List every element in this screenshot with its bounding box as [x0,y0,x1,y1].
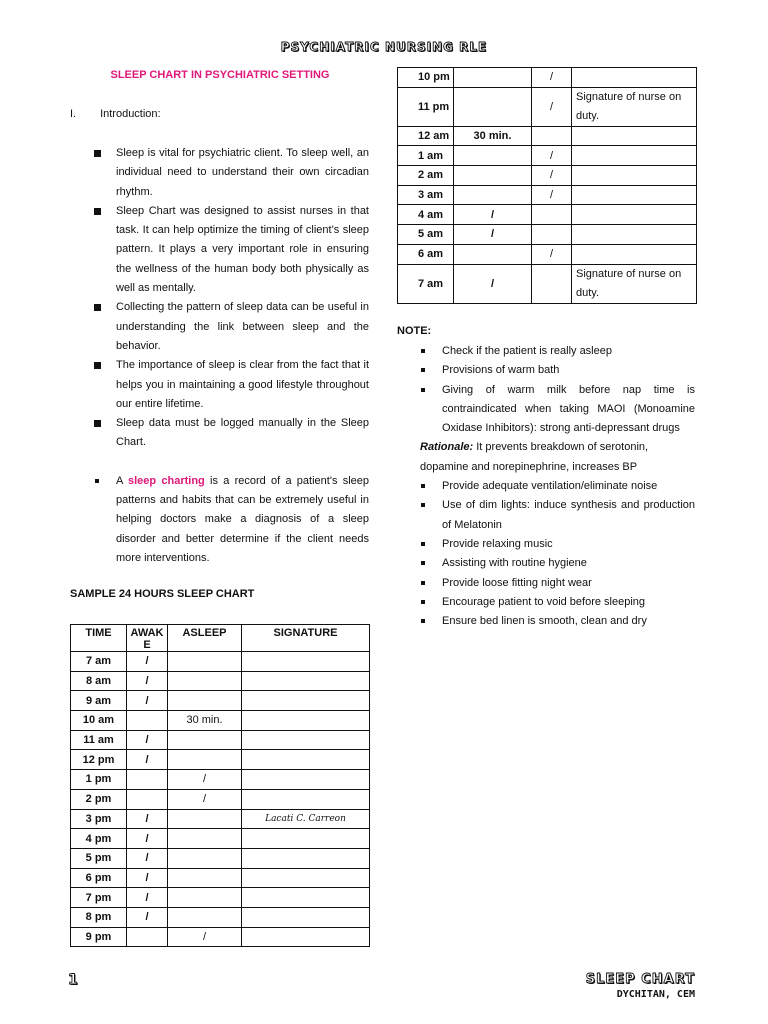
table-row [71,789,370,809]
square-bullet-icon [421,484,425,488]
table-row [71,711,370,731]
highlight-term: sleep charting [127,474,205,487]
awake-cell [454,87,532,126]
asleep-cell [532,264,572,303]
asleep-cell: 30 min. [168,711,242,731]
awake-cell [127,770,168,790]
awake-cell [454,146,532,166]
list-item: Collecting the pattern of sleep data can be useful in understanding the link between sleep and the behavior. [94,298,369,356]
list-item: Use of dim lights: induce synthesis and production of Melatonin [420,496,695,535]
awake-cell: / [127,750,168,770]
intro-label: Introduction: [100,108,161,120]
intro-bullet-list [94,144,369,568]
list-item: Provisions of warm bath [420,361,695,380]
sample-chart-heading: SAMPLE 24 HOURS SLEEP CHART [70,588,255,600]
asleep-cell [532,225,572,245]
awake-cell: / [454,205,532,225]
awake-cell: / [127,907,168,927]
table-row [398,244,697,264]
signature-cell [572,244,697,264]
awake-cell: / [127,691,168,711]
footer-title: SLEEP CHART [585,972,695,987]
asleep-cell: / [532,87,572,126]
time-cell: 1 pm [71,770,127,790]
page-number: 1 [68,972,78,988]
awake-cell: / [127,809,168,829]
table-header-row [71,625,370,652]
time-cell: 9 pm [71,927,127,947]
asleep-cell [532,126,572,146]
square-bullet-icon [421,388,425,392]
awake-cell: / [127,829,168,849]
time-cell: 5 pm [71,848,127,868]
awake-cell: / [454,264,532,303]
time-cell: 11 am [71,730,127,750]
time-cell: 2 pm [71,789,127,809]
signature-cell [242,789,370,809]
col-time: TIME [71,625,127,652]
signature-cell: Signature of nurse on duty. [572,87,697,126]
list-item: Sleep data must be logged manually in the Sleep Chart. [94,414,369,453]
list-item: Check if the patient is really asleep [420,342,695,361]
table-row [71,691,370,711]
asleep-cell [168,691,242,711]
awake-cell: / [127,888,168,908]
signature-cell [242,888,370,908]
square-bullet-icon [94,208,101,215]
square-bullet-icon [421,368,425,372]
table-row [71,829,370,849]
table-row [398,205,697,225]
signature-cell [242,730,370,750]
list-item: Sleep Chart was designed to assist nurses in that task. It can help optimize the timing of client’s sleep pattern. It plays a very important role in ensuring the wellness of the human body both physically as well as mentally. [94,202,369,298]
asleep-cell [168,750,242,770]
square-bullet-icon [421,581,425,585]
signature-cell [242,750,370,770]
signature-cell: Lacati C. Carreon [242,809,370,829]
awake-cell: / [127,848,168,868]
table-row [71,730,370,750]
note-list [420,342,695,631]
signature-cell: Signature of nurse on duty. [572,264,697,303]
signature-cell [572,205,697,225]
asleep-cell [168,848,242,868]
time-cell: 6 pm [71,868,127,888]
asleep-cell [168,829,242,849]
rationale: Rationale: It prevents breakdown of serotonin, dopamine and norepinephrine, increases BP [420,441,649,473]
table-row [71,671,370,691]
awake-cell: / [127,730,168,750]
time-cell: 10 pm [398,68,454,88]
signature-cell [572,166,697,186]
square-bullet-icon [94,150,101,157]
time-cell: 6 am [398,244,454,264]
asleep-cell [168,868,242,888]
table-row [398,87,697,126]
table-row [398,146,697,166]
square-bullet-icon [94,420,101,427]
table-row [398,68,697,88]
time-cell: 9 am [71,691,127,711]
time-cell: 7 am [71,652,127,672]
asleep-cell: / [168,770,242,790]
list-item: The importance of sleep is clear from the fact that it helps you in maintaining a good lifestyle throughout our entire lifetime. [94,356,369,414]
awake-cell [127,927,168,947]
square-bullet-icon [421,349,425,353]
asleep-cell [168,671,242,691]
table-row [398,166,697,186]
table-row [71,809,370,829]
list-item: Ensure bed linen is smooth, clean and dry [420,612,695,631]
signature-cell [242,907,370,927]
footer-author: DYCHITAN, CEM [616,989,695,1000]
table-row [71,907,370,927]
sleep-charting-definition: A sleep charting is a record of a patient's sleep patterns and habits that can be extremely useful in helping doctors make a diagnosis of a sleep disorder and better determine if the client needs more interventions. [94,472,369,568]
signature-cell [572,146,697,166]
asleep-cell [532,205,572,225]
square-bullet-icon [421,619,425,623]
awake-cell: / [454,225,532,245]
table-row [71,652,370,672]
table-row [71,750,370,770]
list-item: Assisting with routine hygiene [420,554,695,573]
asleep-cell [168,907,242,927]
awake-cell [127,789,168,809]
list-item: Provide adequate ventilation/eliminate noise [420,477,695,496]
awake-cell [454,185,532,205]
table-row [71,868,370,888]
awake-cell: / [127,652,168,672]
square-bullet-icon [421,600,425,604]
awake-cell: / [127,671,168,691]
note-heading: NOTE: [397,325,432,337]
signature-cell [242,829,370,849]
table-row [398,126,697,146]
time-cell: 8 pm [71,907,127,927]
time-cell: 1 am [398,146,454,166]
square-bullet-icon [95,479,99,483]
list-item: Provide relaxing music [420,535,695,554]
square-bullet-icon [421,561,425,565]
sleep-chart-table-night [397,67,697,304]
square-bullet-icon [421,503,425,507]
asleep-cell [168,809,242,829]
time-cell: 11 pm [398,87,454,126]
table-row [398,185,697,205]
signature-cell [242,652,370,672]
signature-cell [572,225,697,245]
signature-cell [572,126,697,146]
signature-cell [242,711,370,731]
col-asleep: ASLEEP [168,625,242,652]
square-bullet-icon [94,304,101,311]
asleep-cell: / [168,927,242,947]
intro-numeral: I. [70,108,77,120]
signature-cell [242,770,370,790]
square-bullet-icon [94,362,101,369]
col-signature: SIGNATURE [242,625,370,652]
sleep-chart-table-day [70,624,370,947]
asleep-cell: / [168,789,242,809]
awake-cell: / [127,868,168,888]
time-cell: 3 pm [71,809,127,829]
table-row [71,888,370,908]
time-cell: 7 pm [71,888,127,908]
table-row [71,770,370,790]
asleep-cell: / [532,68,572,88]
awake-cell [454,68,532,88]
page-header: PSYCHIATRIC NURSING RLE [280,40,488,54]
asleep-cell: / [532,244,572,264]
asleep-cell [168,730,242,750]
awake-cell: 30 min. [454,126,532,146]
asleep-cell: / [532,146,572,166]
time-cell: 2 am [398,166,454,186]
signature-cell [572,68,697,88]
table-row [71,927,370,947]
time-cell: 12 am [398,126,454,146]
time-cell: 5 am [398,225,454,245]
time-cell: 8 am [71,671,127,691]
signature-cell [572,185,697,205]
list-item: Encourage patient to void before sleeping [420,593,695,612]
asleep-cell [168,652,242,672]
asleep-cell: / [532,185,572,205]
time-cell: 3 am [398,185,454,205]
signature-cell [242,691,370,711]
asleep-cell [168,888,242,908]
time-cell: 12 pm [71,750,127,770]
intro-heading [70,108,161,120]
awake-cell [454,244,532,264]
signature-cell [242,927,370,947]
signature-cell [242,848,370,868]
square-bullet-icon [421,542,425,546]
list-item: Sleep is vital for psychiatric client. To sleep well, an individual need to understand their own circadian rhythm. [94,144,369,202]
time-cell: 10 am [71,711,127,731]
time-cell: 7 am [398,264,454,303]
time-cell: 4 pm [71,829,127,849]
awake-cell [454,166,532,186]
time-cell: 4 am [398,205,454,225]
col-awake: AWAKE [127,625,168,652]
table-row [71,848,370,868]
signature-cell [242,671,370,691]
table-row [398,225,697,245]
list-item: Provide loose fitting night wear [420,574,695,593]
signature-cell [242,868,370,888]
asleep-cell: / [532,166,572,186]
document-title: SLEEP CHART IN PSYCHIATRIC SETTING [110,69,330,81]
awake-cell [127,711,168,731]
list-item: Giving of warm milk before nap time is contraindicated when taking MAOI (Monoamine Oxidase Inhibitors): strong anti-depressant drugs [420,381,695,439]
table-row [398,264,697,303]
